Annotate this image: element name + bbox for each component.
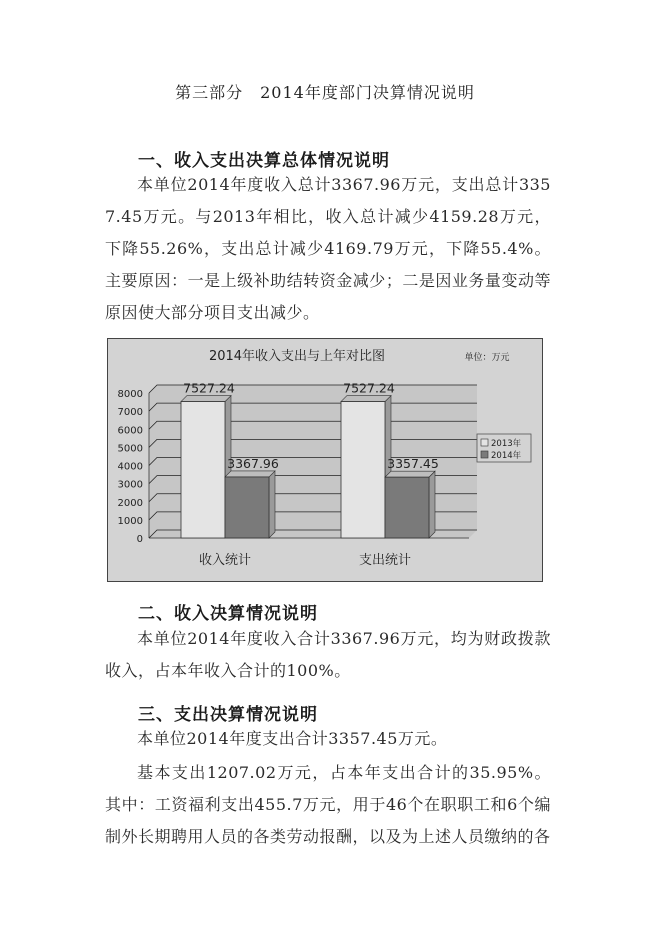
section-1-heading: 一、收入支出决算总体情况说明 (138, 151, 390, 171)
y-tick-label: 4000 (117, 461, 143, 473)
y-tick-label: 7000 (117, 407, 143, 419)
bar (385, 477, 429, 538)
legend-label: 2013年 (491, 439, 522, 449)
chart-svg (107, 338, 543, 582)
comparison-chart (107, 338, 543, 582)
legend-swatch (481, 451, 488, 458)
bar (181, 402, 225, 538)
chart-unit-label: 单位：万元 (464, 353, 510, 363)
bar (341, 402, 385, 538)
bar-top (181, 396, 231, 402)
y-tick-label: 6000 (117, 425, 143, 437)
section-2-heading: 二、收入决算情况说明 (138, 604, 318, 624)
bar-side (429, 471, 435, 538)
legend-label: 2014年 (491, 451, 522, 461)
page-title: 第三部分 2014年度部门决算情况说明 (175, 83, 475, 102)
section-1-body: 本单位2014年度收入总计3367.96万元，支出总计3357.45万元。与2013年相比，收入总计减少4159.28万元，下降55.26%，支出总计减少4169.79万元，下降55.4%。主要原因：一是上级补助结转资金减少；二是因业务量变动等原因使大部分项目支出减少。 (105, 175, 551, 322)
data-label: 7527.24 (183, 380, 235, 396)
bar (225, 477, 269, 538)
chart-title: 2014年收入支出与上年对比图 (208, 349, 386, 364)
section-3-body-2: 基本支出1207.02万元，占本年支出合计的35.95%。其中：工资福利支出455.7万元，用于46个在职职工和6个编制外长期聘用人员的各类劳动报酬，以及为上述人员缴纳的各 (105, 763, 551, 846)
bar-side (269, 471, 275, 538)
x-tick-label: 收入统计 (198, 553, 252, 568)
data-label: 3357.45 (387, 456, 439, 472)
section-3-heading: 三、支出决算情况说明 (138, 705, 318, 725)
y-tick-label: 5000 (117, 443, 143, 455)
data-label: 7527.24 (343, 380, 395, 396)
section-3-body-1: 本单位2014年度支出合计3357.45万元。 (137, 729, 448, 748)
bar-top (385, 471, 435, 477)
bar-top (341, 396, 391, 402)
x-tick-label: 支出统计 (358, 553, 412, 568)
y-tick-label: 3000 (117, 479, 143, 491)
y-tick-label: 0 (136, 534, 143, 545)
y-tick-label: 8000 (117, 389, 143, 400)
bar-top (225, 471, 275, 477)
y-tick-label: 1000 (117, 515, 143, 527)
section-2-body: 本单位2014年度收入合计3367.96万元，均为财政拨款收入，占本年收入合计的100%。 (105, 629, 551, 680)
y-tick-label: 2000 (117, 497, 143, 509)
data-label: 3367.96 (227, 455, 279, 471)
legend-swatch (481, 439, 488, 446)
